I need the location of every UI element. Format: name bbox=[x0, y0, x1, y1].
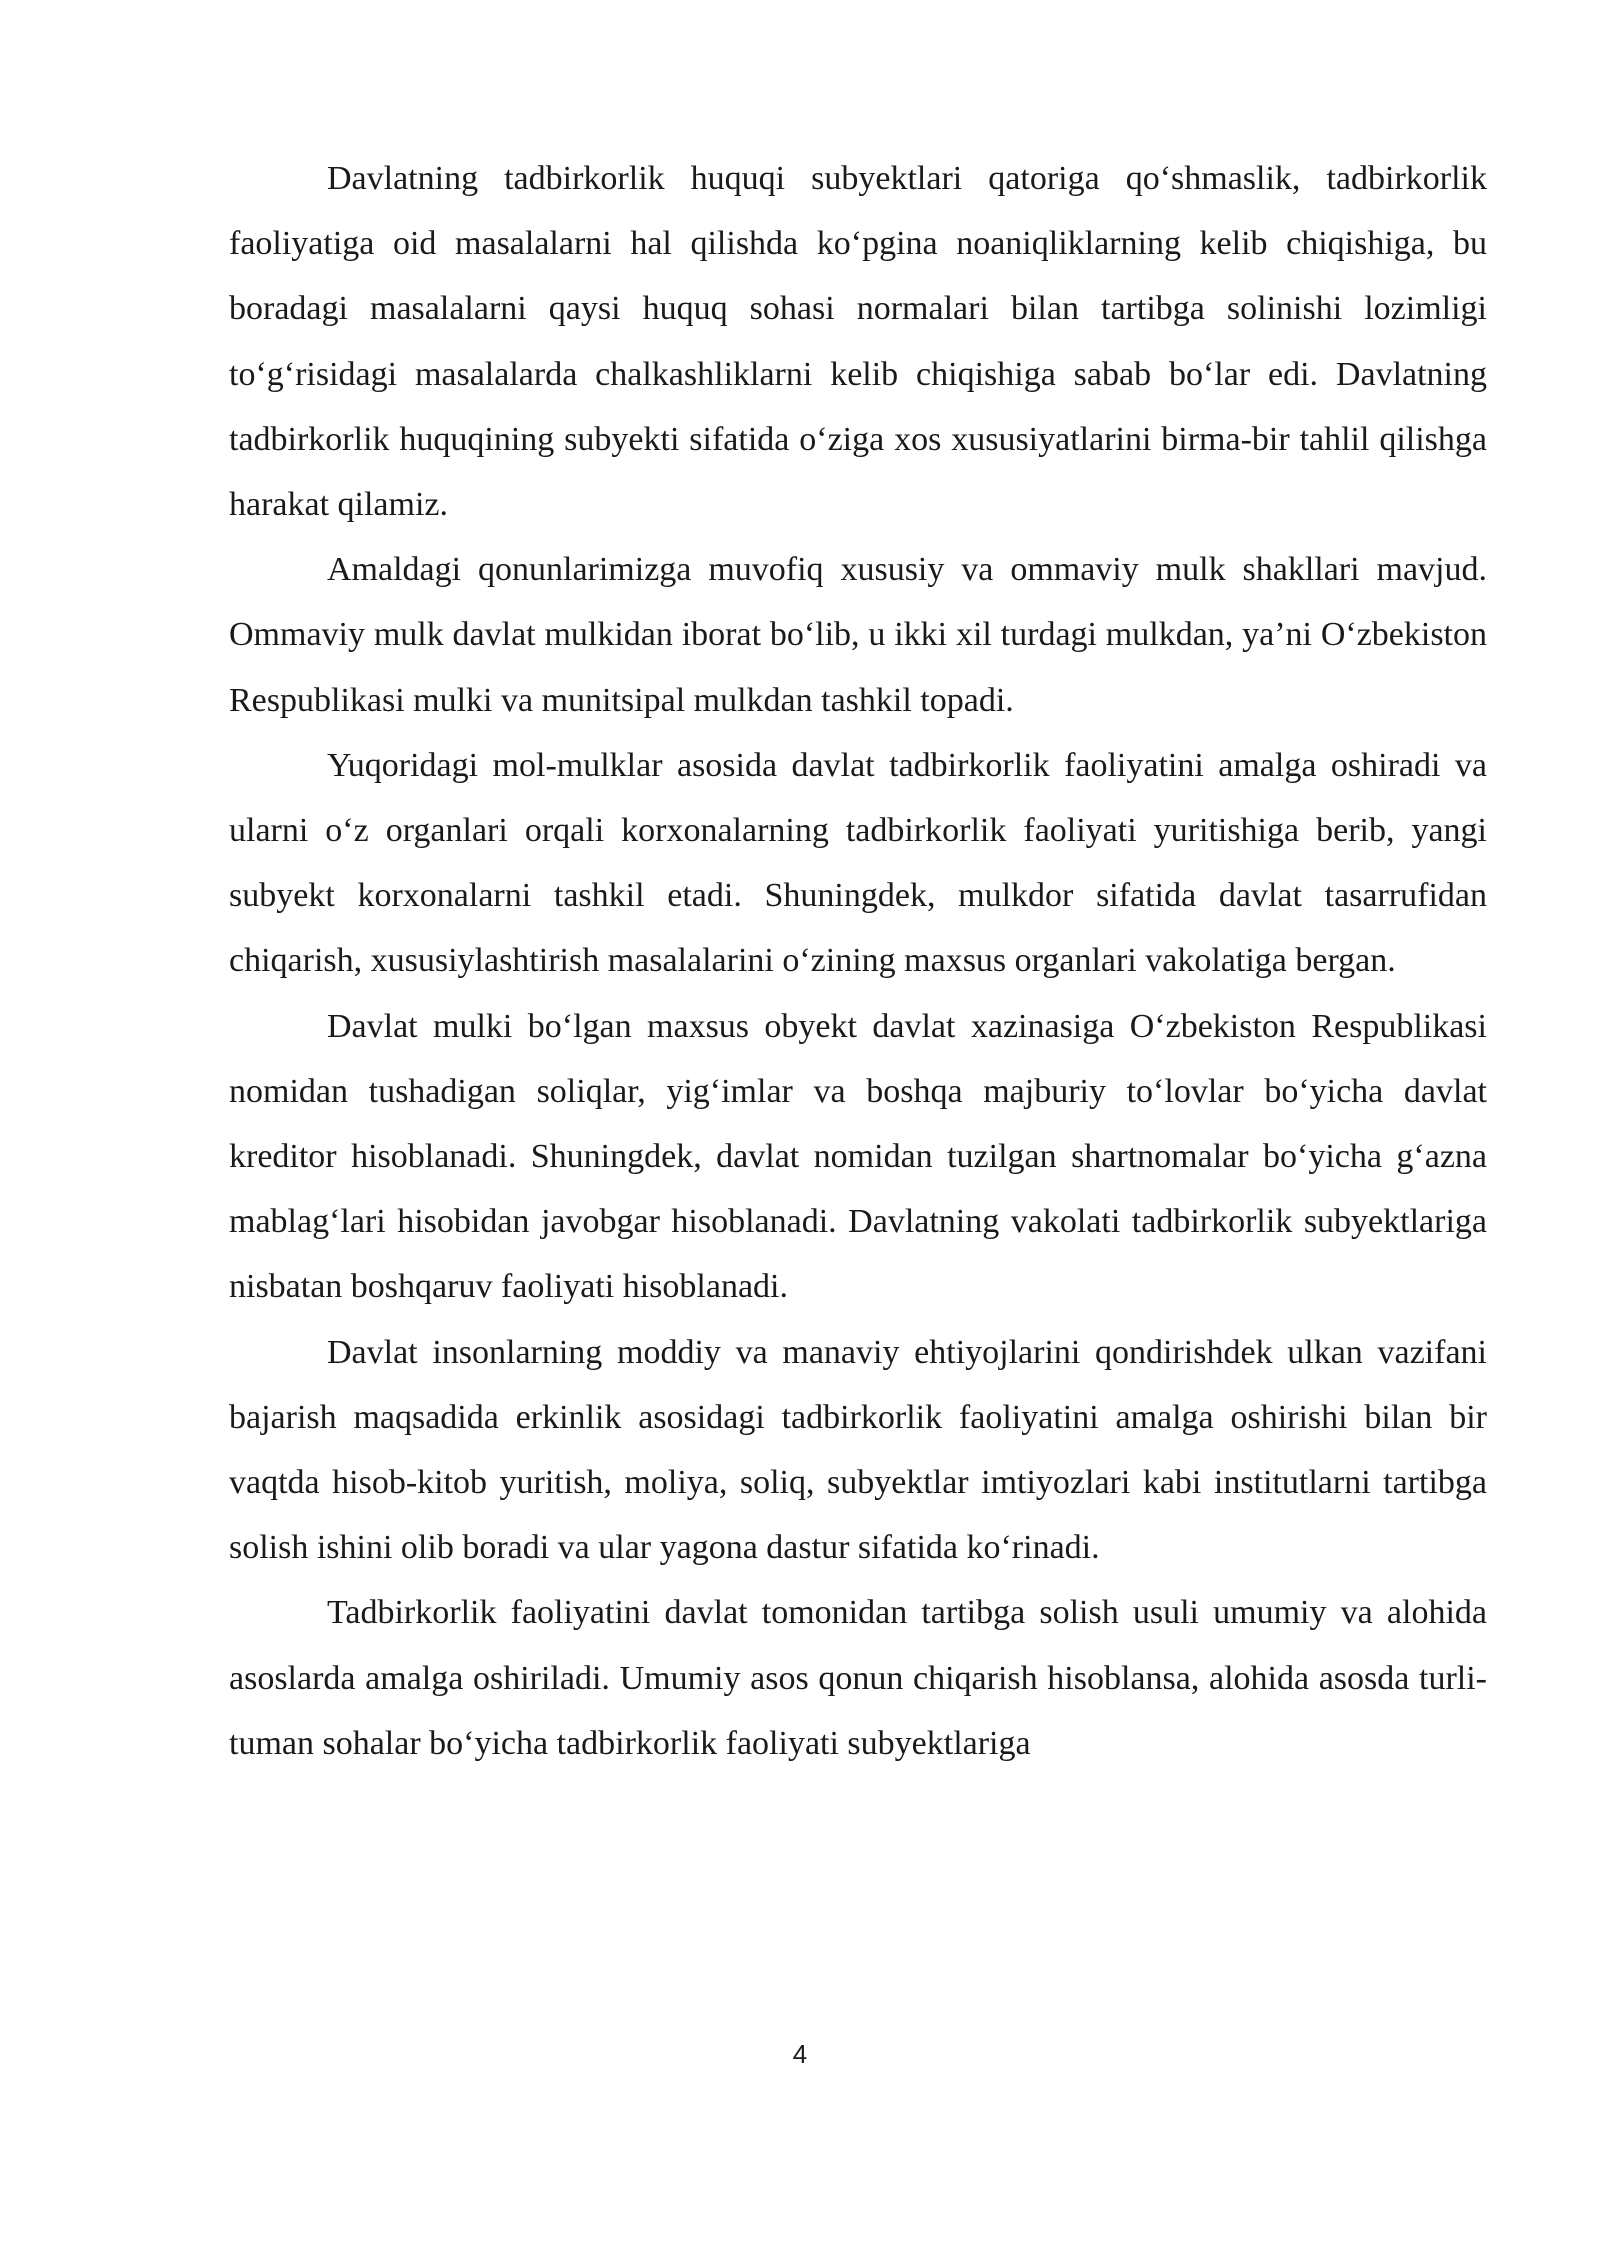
body-text bbox=[229, 146, 1487, 1776]
page-number: 4 bbox=[792, 2039, 808, 2069]
paragraph-3: Yuqoridagi mol-mulklar asosida davlat tadbirkorlik faoliyatini amalga oshiradi va ularni o‘z organlari orqali korxonalarning tadbirkorlik faoliyati yuritishiga berib, yangi subyekt korxonalarni tashkil etadi. Shuningdek, mulkdor sifatida davlat tasarrufidan chiqarish, xususiylashtirish masalalarini o‘zining maxsus organlari vakolatiga bergan. bbox=[229, 746, 1487, 980]
paragraph-1: Davlatning tadbirkorlik huquqi subyektlari qatoriga qo‘shmaslik, tadbirkorlik faoliyatiga oid masalalarni hal qilishda ko‘pgina noaniqliklarning kelib chiqishiga, bu boradagi masalalarni qaysi huquq sohasi normalari bilan tartibga solinishi lozimligi to‘g‘risidagi masalalarda chalkashliklarni kelib chiqishiga sabab bo‘lar edi. Davlatning tadbirkorlik huquqining subyekti sifatida o‘ziga xos xususiyatlarini birma-bir tahlil qilishga harakat qilamiz. bbox=[229, 160, 1487, 524]
paragraph-2: Amaldagi qonunlarimizga muvofiq xususiy va ommaviy mulk shakllari mavjud. Ommaviy mulk davlat mulkidan iborat bo‘lib, u ikki xil turdagi mulkdan, ya’ni O‘zbekiston Respublikasi mulki va munitsipal mulkdan tashkil topadi. bbox=[229, 551, 1487, 719]
paragraph-5: Davlat insonlarning moddiy va manaviy ehtiyojlarini qondirishdek ulkan vazifani bajarish maqsadida erkinlik asosidagi tadbirkorlik faoliyatini amalga oshirishi bilan bir vaqtda hisob-kitob yuritish, moliya, soliq, subyektlar imtiyozlari kabi institutlarni tartibga solish ishini olib boradi va ular yagona dastur sifatida ko‘rinadi. bbox=[229, 1333, 1487, 1567]
paragraph-4: Davlat mulki bo‘lgan maxsus obyekt davlat xazinasiga O‘zbekiston Respublikasi nomidan tushadigan soliqlar, yig‘imlar va boshqa majburiy to‘lovlar bo‘yicha davlat kreditor hisoblanadi. Shuningdek, davlat nomidan tuzilgan shartnomalar bo‘yicha g‘azna mablag‘lari hisobidan javobgar hisoblanadi. Davlatning vakolati tadbirkorlik subyektlariga nisbatan boshqaruv faoliyati hisoblanadi. bbox=[229, 1007, 1487, 1306]
paragraph-6: Tadbirkorlik faoliyatini davlat tomonidan tartibga solish usuli umumiy va alohida asoslarda amalga oshiriladi. Umumiy asos qonun chiqarish hisoblansa, alohida asosda turli-tuman sohalar bo‘yicha tadbirkorlik faoliyati subyektlariga bbox=[229, 1594, 1487, 1762]
